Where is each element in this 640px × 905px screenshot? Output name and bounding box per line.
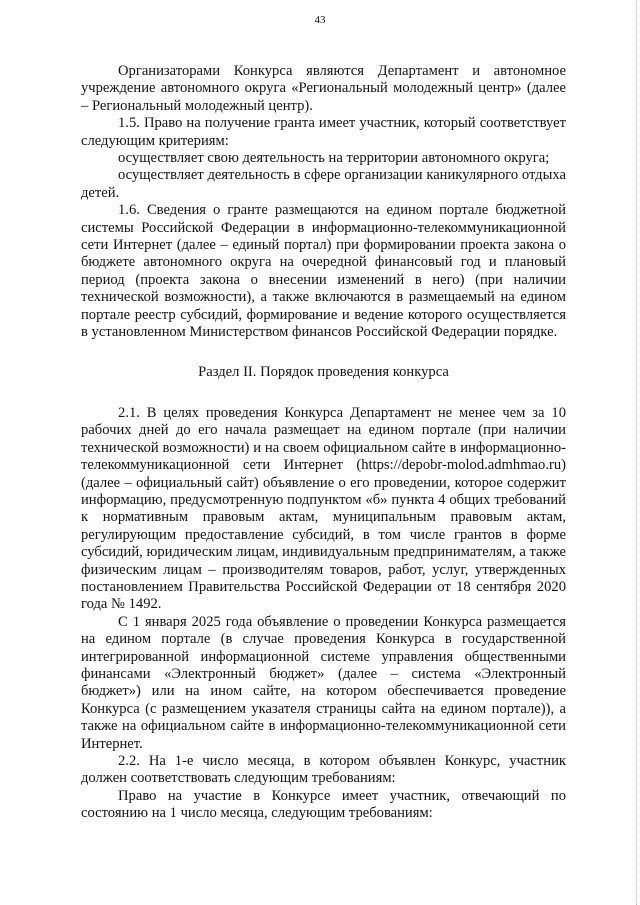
paragraph-2-1: 2.1. В целях проведения Конкурса Департамент не менее чем за 10 рабочих дней до его начала размещает на едином портале (при наличии технической возможности) и на своем официальном сайте в информационно-телекоммуникационной сети Интернет (https://depobr-molod.admhmao.ru) (далее – официальный сайт) объявление о его проведении, которое содержит информацию, предусмотренную подпунктом «б» пункта 4 общих требований к нормативным правовым актам, муниципальным правовым актам, регулирующим предоставление субсидий, в том числе грантов в форме субсидий, юридическим лицам, индивидуальным предпринимателям, а также физическим лицам – производителям товаров, работ, услуг, утвержденных постановлением Правительства Российской Федерации от 18 сентября 2020 года № 1492.	[81, 404, 566, 613]
section-heading: Раздел II. Порядок проведения конкурса	[198, 363, 449, 380]
criterion-territory: осуществляет свою деятельность на территории автономного округа;	[118, 150, 550, 167]
page-number: 43	[314, 14, 326, 26]
paragraph-2-2: 2.2. На 1-е число месяца, в котором объявлен Конкурс, участник должен соответствовать следующим требованиям:	[81, 753, 566, 787]
paragraph-1-6: 1.6. Сведения о гранте размещаются на едином портале бюджетной системы Российской Федерации в информационно-телекоммуникационной сети Интернет (далее – единый портал) при формировании проекта закона о бюджете автономного округа на очередной финансовый год и плановый период (проекта закона о внесении изменений в него) (при наличии технической возможности), а также включаются в размещаемый на едином портале реестр субсидий, формирование и ведение которого осуществляется в установленном Министерством финансов Российской Федерации порядке.	[81, 202, 566, 341]
scan-edge-line	[636, 0, 637, 905]
criterion-activity: осуществляет деятельность в сфере организации каникулярного отдыха детей.	[81, 167, 566, 201]
paragraph-participation-right: Право на участие в Конкурсе имеет участник, отвечающий по состоянию на 1 число месяца, следующим требованиям:	[81, 787, 566, 822]
paragraph-1-5: 1.5. Право на получение гранта имеет участник, который соответствует следующим критериям:	[81, 115, 566, 149]
paragraph-organizers: Организаторами Конкурса являются Департамент и автономное учреждение автономного округа «Региональный молодежный центр» (далее – Региональный молодежный центр).	[81, 63, 566, 114]
document-body	[81, 63, 566, 823]
paragraph-2025-announcement: С 1 января 2025 года объявление о проведении Конкурса размещается на едином портале (в случае проведения Конкурса в государственной интегрированной информационной системе управления общественными финансами «Электронный бюджет» (далее – система «Электронный бюджет») или на ином сайте, на котором обеспечивается проведение Конкурса (с размещением указателя страницы сайта на едином портале)), а также на официальном сайте в информационно-телекоммуникационной сети Интернет.	[81, 613, 566, 752]
